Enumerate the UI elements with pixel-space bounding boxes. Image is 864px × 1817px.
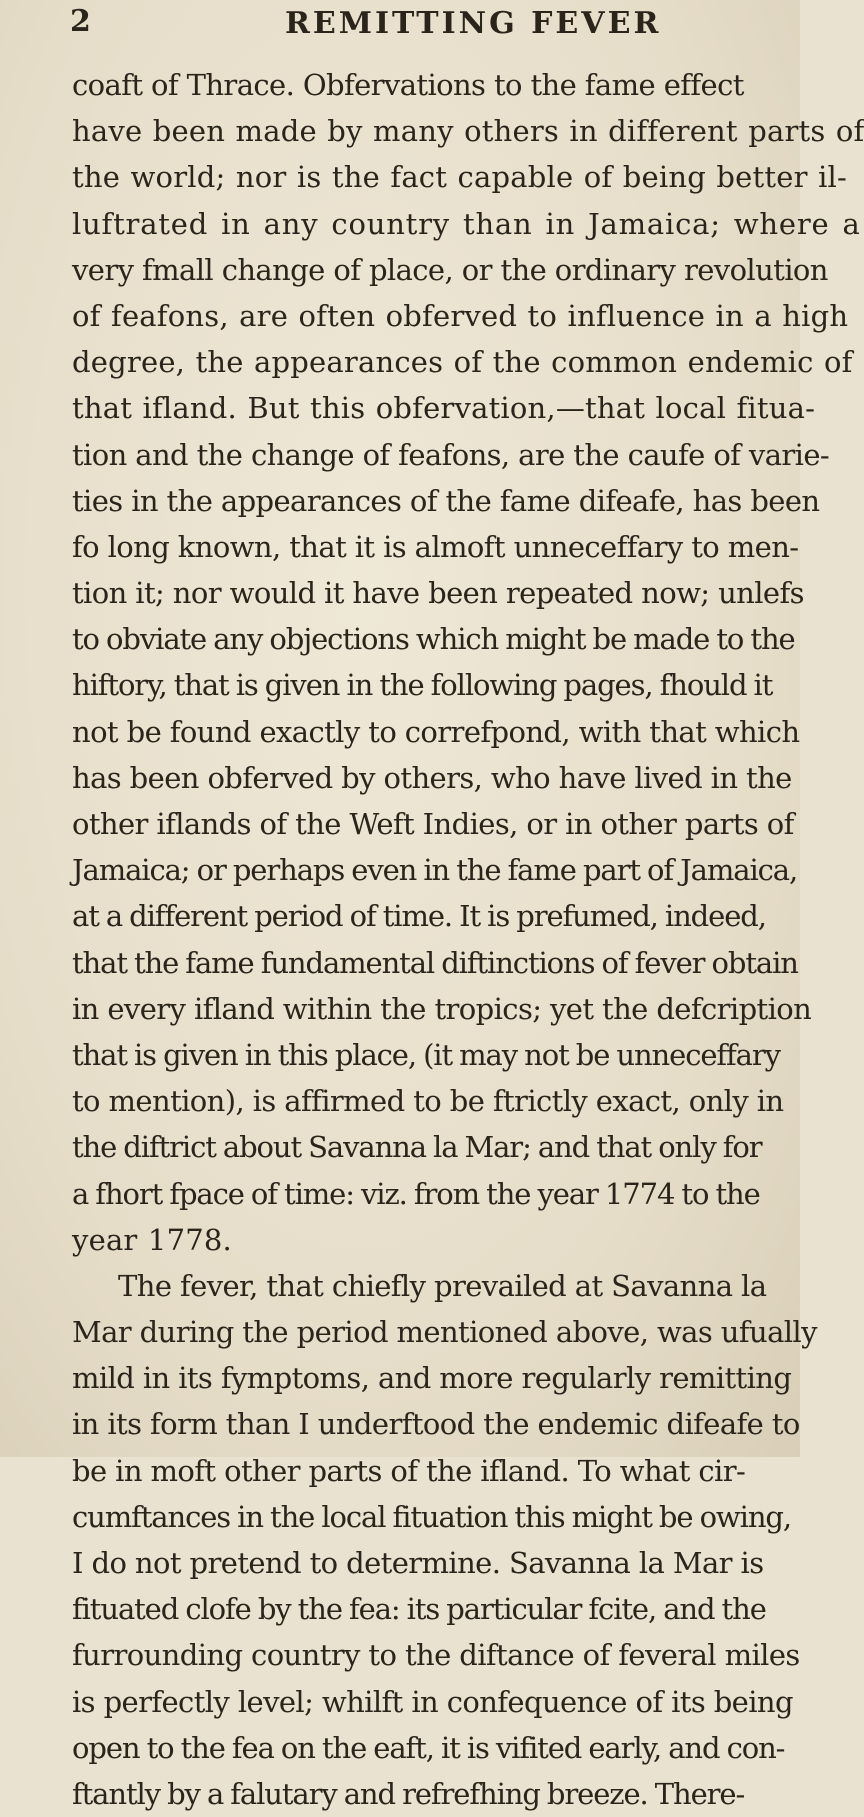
body-text [72, 62, 864, 1817]
text-line: furrounding country to the diftance of feveral miles [72, 1638, 800, 1673]
text-line: that the fame fundamental diftinctions of fever obtain [72, 945, 798, 980]
text-line: degree, the appearances of the common endemic of [72, 345, 853, 380]
text-line: very fmall change of place, or the ordinary revolution [72, 252, 828, 287]
text-line: The fever, that chiefly prevailed at Savanna la [118, 1268, 767, 1303]
text-line: a fhort fpace of time: viz. from the year 1774 to the [72, 1176, 760, 1211]
text-line: the world; nor is the fact capable of being better il- [72, 160, 848, 195]
running-title: REMITTING FEVER [285, 6, 662, 41]
text-line: not be found exactly to correfpond, with that which [72, 714, 800, 749]
text-line: ftantly by a falutary and refrefhing breeze. There- [72, 1776, 745, 1811]
text-line: hiftory, that is given in the following pages, fhould it [72, 668, 773, 703]
text-line: mild in its fymptoms, and more regularly remitting [72, 1361, 792, 1396]
text-line: other iflands of the Weft Indies, or in other parts of [72, 807, 794, 841]
text-line: tion it; nor would it have been repeated now; unlefs [72, 576, 804, 611]
text-line: coaft of Thrace. Obfervations to the fame effect [72, 68, 744, 102]
text-line: ties in the appearances of the fame difeafe, has been [72, 483, 820, 518]
text-line: has been obferved by others, who have lived in the [72, 760, 792, 795]
text-line: open to the fea on the eaft, it is vifited early, and con- [72, 1730, 785, 1765]
text-line: luftrated in any country than in Jamaica; where a [72, 206, 861, 241]
text-line: in every ifland within the tropics; yet the defcription [72, 991, 812, 1026]
text-line: of feafons, are often obferved to influence in a high [72, 298, 849, 333]
text-line: at a different period of time. It is prefumed, indeed, [72, 899, 766, 934]
text-line: in its form than I underftood the endemic difeafe to [72, 1407, 800, 1442]
text-line: cumftances in the local fituation this might be owing, [72, 1499, 791, 1534]
text-line: the diftrict about Savanna la Mar; and that only for [72, 1130, 762, 1165]
text-line: year 1778. [72, 1222, 232, 1257]
text-line: Jamaica; or perhaps even in the fame part of Jamaica, [72, 853, 798, 888]
text-line: be in moft other parts of the ifland. To what cir- [72, 1453, 746, 1488]
text-line: fituated clofe by the fea: its particular fcite, and the [72, 1592, 766, 1627]
text-line: that ifland. But this obfervation,—that local fitua- [72, 391, 816, 426]
text-line: to obviate any objections which might be made to the [72, 622, 795, 657]
page-number: 2 [70, 4, 92, 39]
text-line: fo long known, that it is almoft unneceffary to men- [72, 529, 799, 564]
text-line: tion and the change of feafons, are the caufe of varie- [72, 437, 830, 472]
text-line: I do not pretend to determine. Savanna la Mar is [72, 1546, 764, 1580]
text-line: to mention), is affirmed to be ftrictly exact, only in [72, 1084, 784, 1119]
running-head [70, 4, 770, 54]
text-line: have been made by many others in different parts of [72, 114, 864, 149]
text-line: that is given in this place, (it may not be unneceffary [72, 1037, 780, 1072]
text-line: Mar during the period mentioned above, was ufually [72, 1315, 817, 1350]
text-line: is perfectly level; whilft in confequence of its being [72, 1684, 793, 1719]
